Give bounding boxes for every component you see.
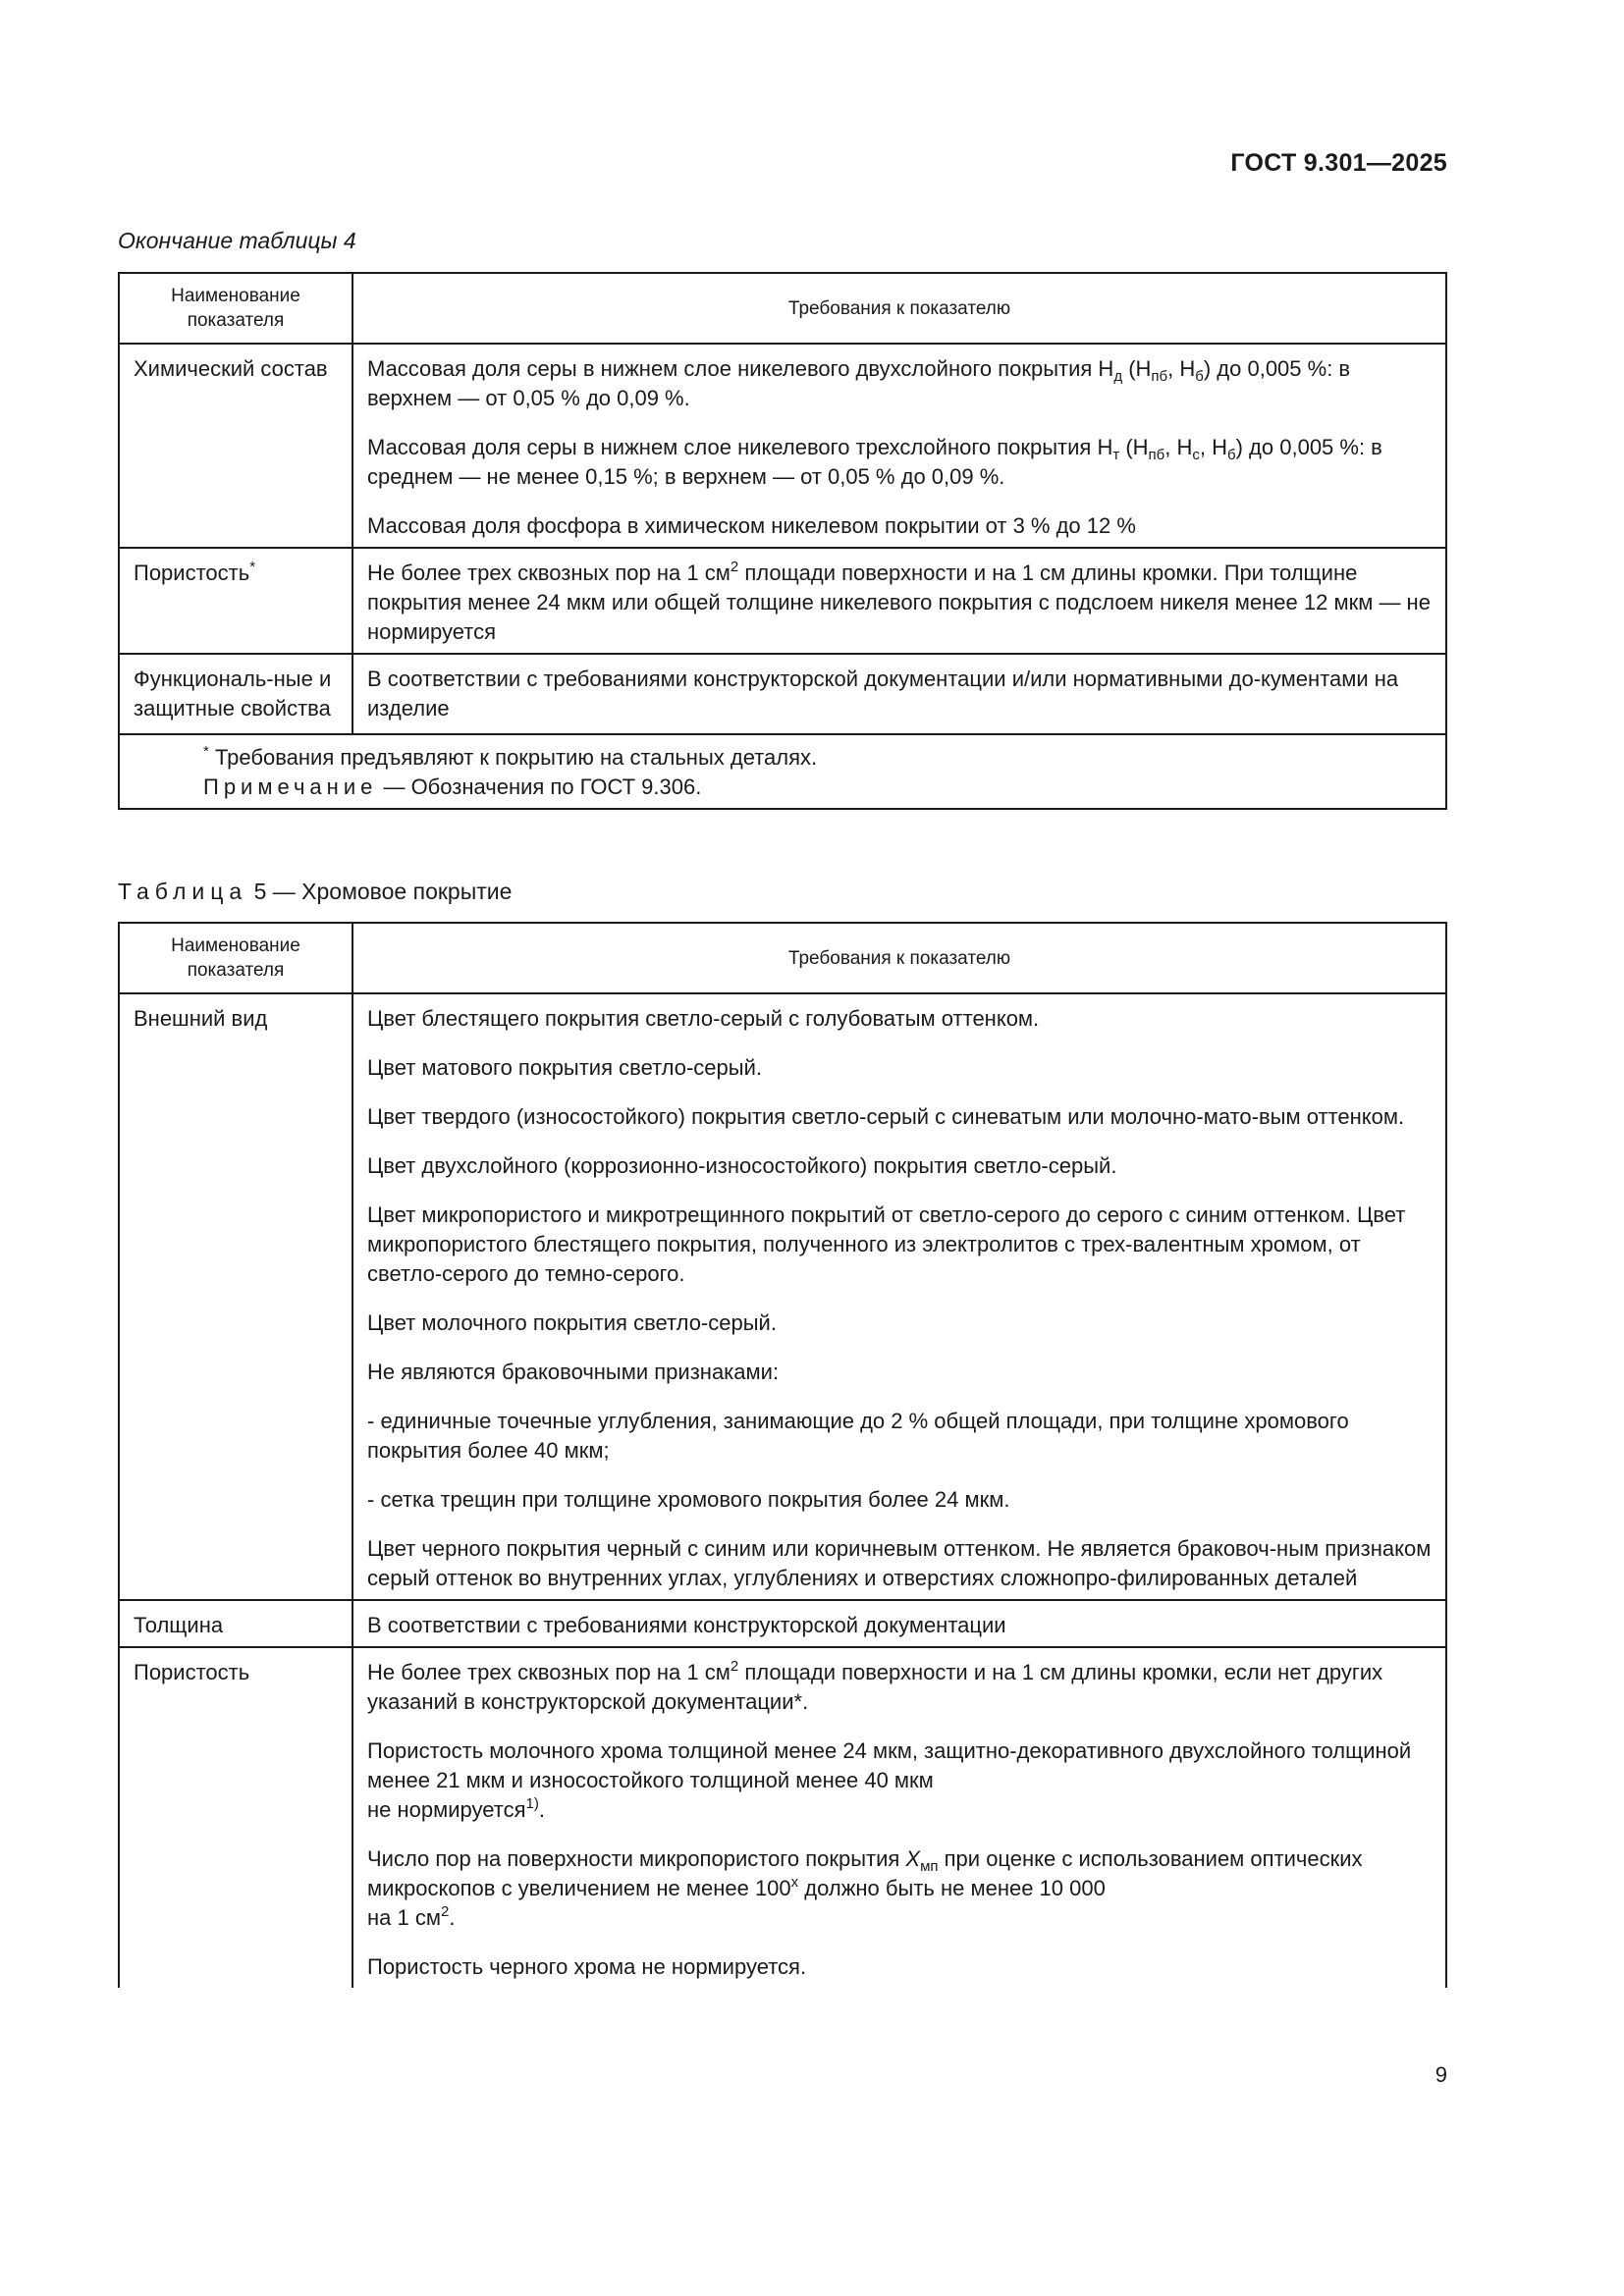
table5-header-row [119,923,1446,993]
table5-caption: Таблица 5 — Хромовое покрытие [118,879,513,904]
req-paragraph: В соответствии с требованиями конструкторской документации [367,1613,1006,1637]
row-requirements [352,548,1446,654]
req-paragraph: Цвет двухслойного (коррозионно-износостойкого) покрытия светло-серый. [367,1153,1117,1178]
row-requirements [352,1600,1446,1647]
table-row [119,1647,1446,1988]
col-name-header: Наименование показателя [119,923,352,993]
row-name: Пористость* [119,548,352,654]
table4-header-row [119,273,1446,344]
req-paragraph: Пористость черного хрома не нормируется. [367,1954,807,1979]
row-name: Толщина [119,1600,352,1647]
row-requirements [352,344,1446,548]
table-row [119,993,1446,1600]
table-row [119,1600,1446,1647]
table-note: Примечание — Обозначения по ГОСТ 9.306. [203,774,702,799]
req-paragraph: Цвет матового покрытия светло-серый. [367,1055,762,1080]
table-row [119,344,1446,548]
table4-caption: Окончание таблицы 4 [118,228,356,253]
table4-footnotes [119,734,1446,809]
table-row [119,548,1446,654]
req-paragraph: В соответствии с требованиями конструкторской документации и/или нормативными до-кументами на изделие [367,667,1399,721]
row-name: Химический состав [119,344,352,548]
req-paragraph: Массовая доля серы в нижнем слое никелевого двухслойного покрытия $Н_д$ ($Н_{пб}$, $Н_б$) до 0,005 %: в верхнем — от 0,05 % до 0,09 %. [367,356,1351,410]
req-paragraph: Массовая доля серы в нижнем слое никелевого трехслойного покрытия $Н_т$ ($Н_{пб}$, $Н_с$, $Н_б$) до 0,005 %: в среднем — не менее 0,15 %; в верхнем — от 0,05 % до 0,09 %. [367,435,1382,489]
table4-footnote-row [119,734,1446,809]
req-paragraph: Не более трех сквозных пор на 1 $см^2$ площади поверхности и на 1 см длины кромки. При толщине покрытия менее 24 мкм или общей толщине никелевого покрытия с подслоем никеля менее 12 мкм — не нормируется [367,559,1431,644]
page-number: 9 [1435,2062,1447,2087]
row-requirements [352,654,1446,734]
row-name: Функциональ-ные и защитные свойства [119,654,352,734]
table-row [119,654,1446,734]
req-paragraph: Не более трех сквозных пор на 1 $см^2$ площади поверхности и на 1 см длины кромки, если нет других указаний в конструкторской документации*. [367,1658,1383,1714]
req-paragraph: Цвет молочного покрытия светло-серый. [367,1310,777,1335]
standard-code: ГОСТ 9.301—2025 [1230,149,1447,177]
row-requirements [352,1647,1446,1988]
req-paragraph: Цвет блестящего покрытия светло-серый с голубоватым оттенком. [367,1006,1040,1031]
row-name: Пористость [119,1647,352,1988]
table-4 [118,272,1447,810]
col-name-header: Наименование показателя [119,273,352,344]
req-paragraph: Массовая доля фосфора в химическом никелевом покрытии от 3 % до 12 % [367,513,1136,538]
table-5 [118,922,1447,1988]
req-paragraph: Пористость молочного хрома толщиной менее 24 мкм, защитно-декоративного двухслойного толщиной менее 21 мкм и износостойкого толщиной менее 40 мкм не нормируется$^{1)}$. [367,1738,1412,1822]
req-paragraph: Цвет микропористого и микротрещинного покрытий от светло-серого до серого с синим оттенком. Цвет микропористого блестящего покрытия, полученного из электролитов с трех-валентным хромом, от светло-серого до темно-серого. [367,1202,1406,1286]
col-req-header: Требования к показателю [352,923,1446,993]
row-requirements [352,993,1446,1600]
req-paragraph: Цвет черного покрытия черный с синим или коричневым оттенком. Не является браковоч-ным признаком серый оттенок во внутренних углах, углублениях и отверстиях сложнопро-филированных деталей [367,1536,1432,1590]
row-name: Внешний вид [119,993,352,1600]
footnote: * Требования предъявляют к покрытию на стальных деталях. [203,743,818,770]
req-paragraph: Число пор на поверхности микропористого покрытия $X_{мп}$ при оценке с использованием оптических микроскопов с увеличением не менее $100^х$ должно быть не менее 10 000 на 1 $см^2$. [367,1846,1363,1930]
req-paragraph: Цвет твердого (износостойкого) покрытия светло-серый с синеватым или молочно-мато-вым оттенком. [367,1104,1405,1129]
req-paragraph: - сетка трещин при толщине хромового покрытия более 24 мкм. [367,1487,1010,1512]
req-paragraph: - единичные точечные углубления, занимающие до 2 % общей площади, при толщине хромового покрытия более 40 мкм; [367,1409,1349,1463]
col-req-header: Требования к показателю [352,273,1446,344]
req-paragraph: Не являются браковочными признаками: [367,1360,780,1384]
